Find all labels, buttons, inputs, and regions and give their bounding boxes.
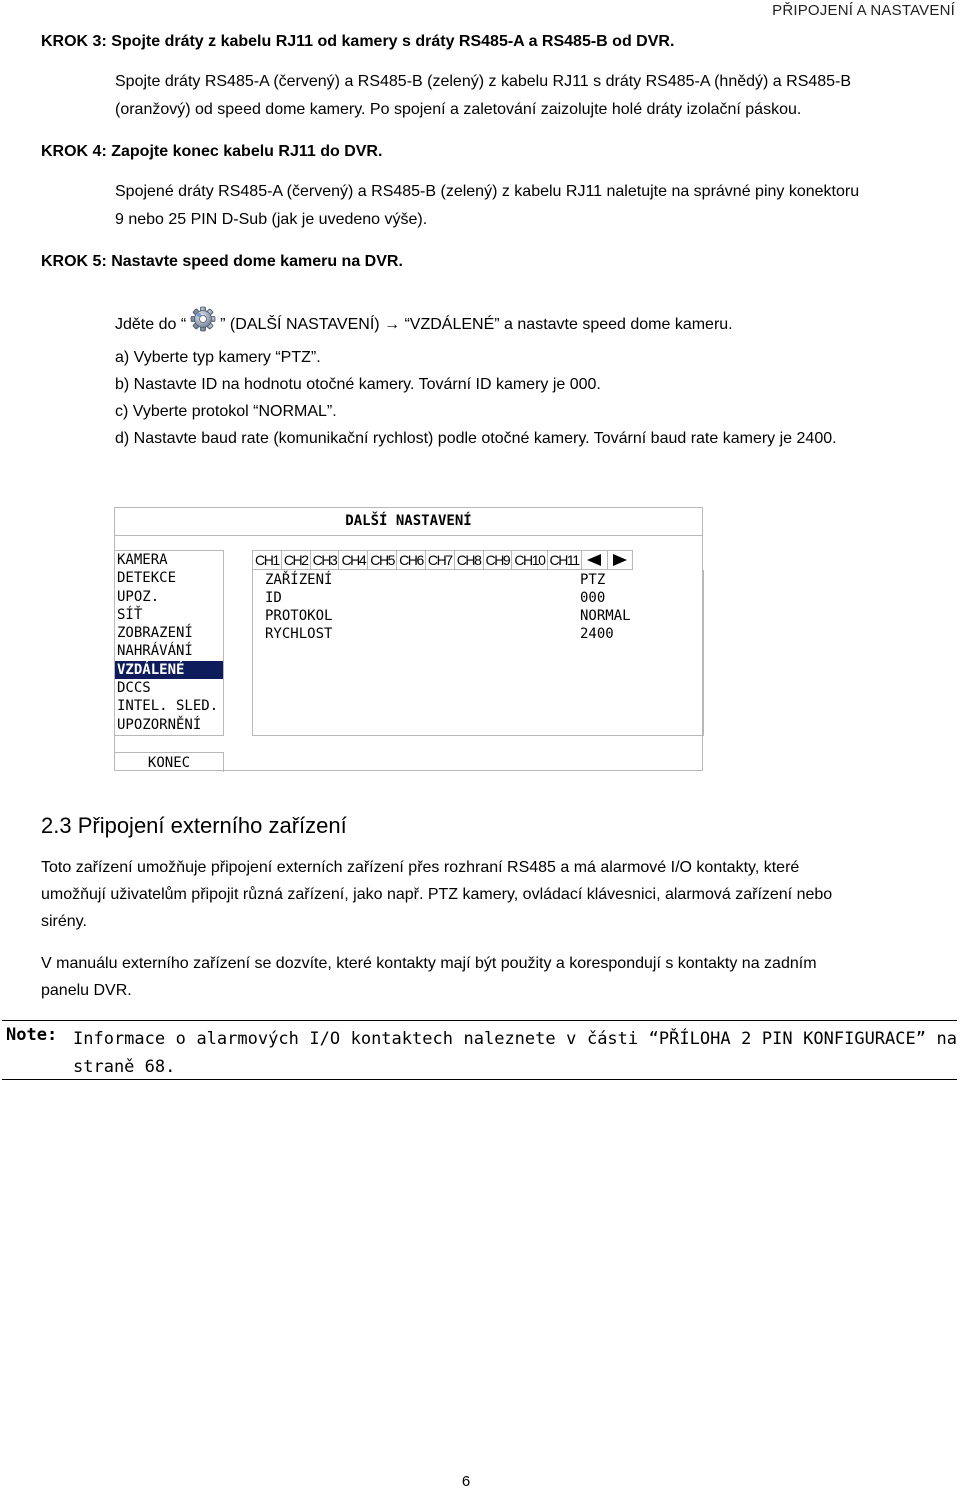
channel-tabs bbox=[252, 550, 633, 570]
exit-button[interactable]: KONEC bbox=[115, 752, 224, 772]
field-label-protocol: PROTOKOL bbox=[265, 608, 333, 624]
step4-title: KROK 4: Zapojte konec kabelu RJ11 do DVR. bbox=[41, 143, 383, 160]
tab-ch1[interactable]: CH1 bbox=[252, 550, 281, 570]
tab-ch11[interactable]: CH11 bbox=[547, 550, 581, 570]
sidebar-item-zobrazeni[interactable]: ZOBRAZENÍ bbox=[117, 625, 193, 642]
field-value-protocol[interactable]: NORMAL bbox=[580, 608, 631, 624]
step3-line1: Spojte dráty RS485-A (červený) a RS485-B (zelený) z kabelu RJ11 s dráty RS485-A (hnědý) a RS485-B bbox=[115, 73, 852, 90]
page-number: 6 bbox=[461, 1473, 471, 1490]
goto-suffix: ” (DALŠÍ NASTAVENÍ) → “VZDÁLENÉ” a nastavte speed dome kameru. bbox=[220, 316, 733, 333]
sidebar-item-upozorneni[interactable]: UPOZORNĚNÍ bbox=[117, 716, 202, 733]
step4-line1: Spojené dráty RS485-A (červený) a RS485-B (zelený) z kabelu RJ11 naletujte na správné piny konektoru bbox=[115, 183, 860, 200]
sidebar-item-sit[interactable]: SÍŤ bbox=[117, 606, 143, 623]
next-channel-arrow-icon[interactable] bbox=[607, 550, 633, 570]
note-label: Note: bbox=[6, 1025, 58, 1045]
tab-ch6[interactable]: CH6 bbox=[396, 550, 425, 570]
tab-ch8[interactable]: CH8 bbox=[454, 550, 483, 570]
tab-ch5[interactable]: CH5 bbox=[367, 550, 396, 570]
step5-b: b) Nastavte ID na hodnotu otočné kamery. Tovární ID kamery je 000. bbox=[115, 376, 601, 393]
note-text: Informace o alarmových I/O kontaktech naleznete v části “PŘÍLOHA 2 PIN KONFIGURACE” na straně 68. bbox=[73, 1029, 957, 1077]
sidebar-item-detekce[interactable]: DETEKCE bbox=[117, 570, 177, 587]
field-label-baud: RYCHLOST bbox=[265, 626, 333, 642]
step5-title: KROK 5: Nastavte speed dome kameru na DVR. bbox=[41, 253, 403, 270]
menu-title: DALŠÍ NASTAVENÍ bbox=[115, 508, 702, 536]
sidebar-item-dccs[interactable]: DCCS bbox=[117, 680, 151, 697]
tab-ch4[interactable]: CH4 bbox=[338, 550, 367, 570]
tab-ch3[interactable]: CH3 bbox=[310, 550, 339, 570]
goto-prefix: Jděte do “ bbox=[115, 316, 187, 333]
step5-d: d) Nastavte baud rate (komunikační rychlost) podle otočné kamery. Tovární baud rate kamery je 2400. bbox=[115, 430, 837, 447]
section-header: PŘIPOJENÍ A NASTAVENÍ bbox=[772, 2, 955, 19]
section-p2-line2: panelu DVR. bbox=[41, 982, 132, 999]
tab-ch10[interactable]: CH10 bbox=[511, 550, 546, 570]
tab-ch7[interactable]: CH7 bbox=[425, 550, 454, 570]
field-value-baud[interactable]: 2400 bbox=[580, 626, 614, 642]
menu-sidebar bbox=[115, 550, 224, 736]
sidebar-item-intel-sled[interactable]: INTEL. SLED. bbox=[117, 698, 219, 715]
section-p1-line3: sirény. bbox=[41, 913, 87, 930]
sidebar-item-vzdalene[interactable]: VZDÁLENÉ bbox=[115, 661, 223, 679]
field-label-device: ZAŘÍZENÍ bbox=[265, 572, 333, 588]
section-p1-line1: Toto zařízení umožňuje připojení externích zařízení přes rozhraní RS485 a má alarmové I/O kontakty, které bbox=[41, 859, 800, 876]
remote-settings-content bbox=[252, 570, 704, 736]
sidebar-item-kamera[interactable]: KAMERA bbox=[117, 552, 168, 568]
gear-icon bbox=[188, 306, 218, 336]
step5-a: a) Vyberte typ kamery “PTZ”. bbox=[115, 349, 321, 366]
section-p2-line1: V manuálu externího zařízení se dozvíte, které kontakty mají být použity a korespondují s kontakty na zadním bbox=[41, 955, 817, 972]
field-label-id: ID bbox=[265, 590, 282, 606]
note-box bbox=[2, 1020, 957, 1080]
prev-channel-arrow-icon[interactable] bbox=[581, 550, 607, 570]
tab-ch9[interactable]: CH9 bbox=[483, 550, 512, 570]
sidebar-item-nahravani[interactable]: NAHRÁVÁNÍ bbox=[117, 643, 193, 660]
step3-line2: (oranžový) od speed dome kamery. Po spojení a zaletování zaizolujte holé dráty izolační páskou. bbox=[115, 101, 802, 118]
step5-goto bbox=[115, 306, 733, 339]
section-heading: 2.3 Připojení externího zařízení bbox=[41, 813, 347, 838]
field-value-device[interactable]: PTZ bbox=[580, 572, 606, 588]
step5-c: c) Vyberte protokol “NORMAL”. bbox=[115, 403, 337, 420]
dvr-menu-panel bbox=[114, 507, 703, 771]
sidebar-item-upoz[interactable]: UPOZ. bbox=[117, 588, 160, 605]
step4-line2: 9 nebo 25 PIN D-Sub (jak je uvedeno výše). bbox=[115, 211, 428, 228]
step3-title: KROK 3: Spojte dráty z kabelu RJ11 od kamery s dráty RS485-A a RS485-B od DVR. bbox=[41, 33, 675, 50]
tab-ch2[interactable]: CH2 bbox=[281, 550, 310, 570]
section-p1-line2: umožňují uživatelům připojit různá zařízení, jako např. PTZ kamery, ovládací klávesnici, alarmová zařízení nebo bbox=[41, 886, 833, 903]
field-value-id[interactable]: 000 bbox=[580, 590, 606, 606]
